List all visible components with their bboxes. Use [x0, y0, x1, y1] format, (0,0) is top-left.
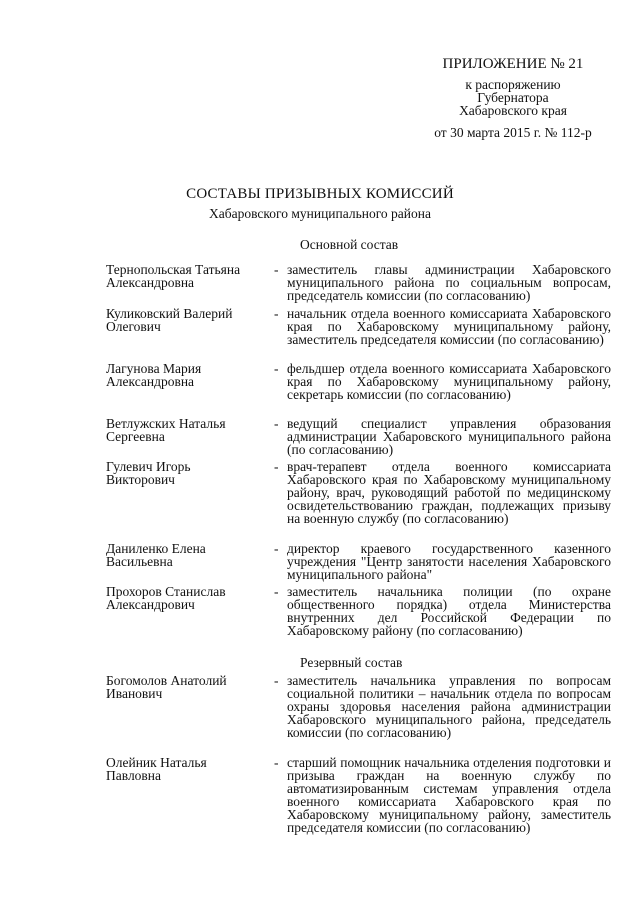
member-dash: - — [274, 673, 279, 688]
member-name: Гулевич Игорь Викторович — [106, 459, 191, 487]
member-dash: - — [274, 541, 279, 556]
member-role: старший помощник начальника отделения подготовки и призыва граждан на военную службу по автоматизированным системам управления отдела военного комиссариата Хабаровского края по Хабаровскому муниципальному району, заместитель председателя комиссии (по согласованию) — [287, 755, 611, 835]
member-role: заместитель начальника управления по вопросам социальной политики – начальник отдела по вопросам охраны здоровья населения района администрации Хабаровского муниципального района, председатель комиссии (по согласованию) — [287, 673, 611, 740]
member-dash: - — [274, 306, 279, 321]
member-name: Прохоров Станислав Александрович — [106, 584, 226, 612]
appendix-date: от 30 марта 2015 г. № 112-р — [434, 125, 592, 140]
member-role: заместитель начальника полиции (по охране общественного порядка) отдела Министерства внутренних дел Российской Федерации по Хабаровскому району (по согласованию) — [287, 584, 611, 638]
member-role: врач-терапевт отдела военного комиссариата Хабаровского края по Хабаровскому муниципальному району, врач, руководящий работой по медицинскому освидетельствованию граждан, подлежащих призыву на военную службу (по согласованию) — [287, 459, 611, 526]
member-name: Олейник Наталья Павловна — [106, 755, 207, 783]
appendix-number: ПРИЛОЖЕНИЕ № 21 — [442, 56, 584, 72]
member-dash: - — [274, 755, 279, 770]
member-name: Тернопольская Татьяна Александровна — [106, 262, 241, 290]
member-name: Ветлужских Наталья Сергеевна — [106, 416, 226, 444]
section-heading-reserve: Резервный состав — [300, 655, 403, 670]
member-role: директор краевого государственного казенного учреждения "Центр занятости населения Хабаровского муниципального района" — [287, 541, 611, 582]
member-role: фельдшер отдела военного комиссариата Хабаровского края по Хабаровскому муниципальному району, секретарь комиссии (по согласованию) — [287, 361, 611, 402]
section-heading-main: Основной состав — [300, 237, 399, 252]
member-role: начальник отдела военного комиссариата Хабаровского края по Хабаровскому муниципальному району, заместитель председателя комиссии (по согласованию) — [287, 306, 611, 347]
appendix-line: к распоряжению — [465, 77, 561, 92]
member-role: заместитель главы администрации Хабаровского муниципального района по социальным вопросам, председатель комиссии (по согласованию) — [287, 262, 611, 303]
appendix-line: Губернатора — [477, 90, 549, 105]
member-dash: - — [274, 361, 279, 376]
appendix-line: Хабаровского края — [459, 103, 567, 118]
member-name: Богомолов Анатолий Иванович — [106, 673, 227, 701]
member-dash: - — [274, 262, 279, 277]
member-dash: - — [274, 459, 279, 474]
member-dash: - — [274, 584, 279, 599]
document-title: СОСТАВЫ ПРИЗЫВНЫХ КОМИССИЙ — [186, 186, 454, 202]
member-name: Куликовский Валерий Олегович — [106, 306, 233, 334]
member-name: Лагунова Мария Александровна — [106, 361, 202, 389]
member-role: ведущий специалист управления образования администрации Хабаровского муниципального района (по согласованию) — [287, 416, 611, 457]
member-name: Даниленко Елена Васильевна — [106, 541, 206, 569]
member-dash: - — [274, 416, 279, 431]
document-subtitle: Хабаровского муниципального района — [209, 206, 431, 221]
